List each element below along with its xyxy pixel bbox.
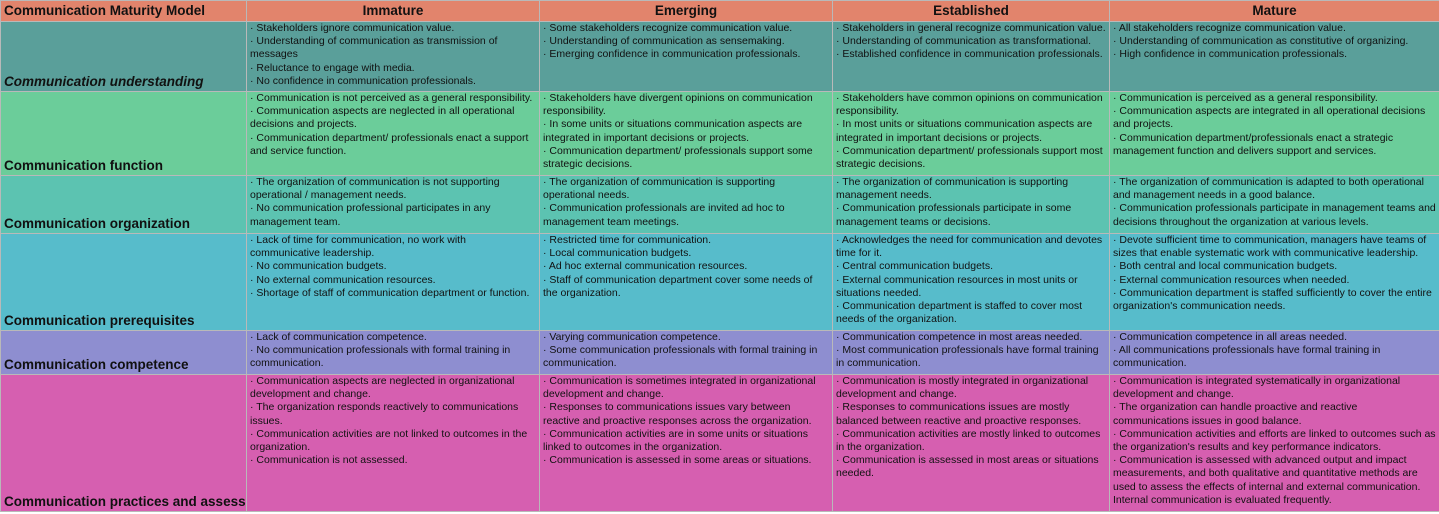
cell-bullet: · Central communication budgets. [836,260,993,273]
cell-bullet: · The organization can handle proactive and reactive communications issues in good balance. [1113,401,1358,427]
cell-bullet: · No communication budgets. [250,260,387,273]
cell-bullet: · Stakeholders have divergent opinions on communication responsibility. [543,92,813,118]
cell-bullet: · Emerging confidence in communication professionals. [543,48,801,61]
cell-bullet: · Communication professionals are invited ad hoc to management team meetings. [543,202,785,228]
cell-bullet: · In some units or situations communication aspects are integrated in important decisions or projects. [543,118,803,144]
cell-bullet: · Local communication budgets. [543,247,692,260]
cell-bullet: · All communications professionals have formal training in communication. [1113,344,1381,370]
cell-bullet: · Communication is mostly integrated in organizational development and change. [836,375,1089,401]
cell-bullet: · Understanding of communication as sensemaking. [543,35,785,48]
cell-bullet: · Communication is not perceived as a general responsibility. [250,92,533,104]
cell-bullet: · Communication competence in all areas needed. [1113,331,1348,343]
row-header-competence[interactable]: Communication competence [1,331,247,375]
cell-bullet: · Communication department/ professionals support most strategic decisions. [836,144,1103,171]
cell-bullet: · Some stakeholders recognize communication value. [543,22,793,34]
cell-bullet: · No communication professional participates in any management team. [250,202,491,228]
table-row-practices [1,375,1439,512]
cell-function-immature[interactable] [247,92,540,176]
cell-bullet: · The organization responds reactively to communications issues. [250,401,519,427]
cell-bullet: · Ad hoc external communication resources. [543,260,748,273]
cell-bullet: · Lack of communication competence. [250,331,427,343]
cell-bullet: · Understanding of communication as constitutive of organizing. [1113,35,1409,48]
cell-bullet: · Stakeholders in general recognize communication value. [836,22,1106,34]
cell-bullet: · Communication activities are not linked to outcomes in the organization. [250,427,528,454]
cell-prerequisites-immature[interactable] [247,234,540,331]
cell-bullet: · Communication professionals participate in some management teams or decisions. [836,202,1072,228]
cell-bullet: · Responses to communications issues vary between reactive and proactive responses across the organization. [543,401,812,427]
cell-bullet: · The organization of communication is supporting management needs. [836,176,1069,202]
cell-organization-immature[interactable] [247,176,540,234]
cell-bullet: · Acknowledges the need for communication and devotes time for it. [836,234,1103,260]
cell-bullet: · Communication aspects are neglected in all operational decisions and projects. [250,105,515,131]
cell-bullet: · No communication professionals with formal training in communication. [250,344,511,370]
row-header-practices[interactable]: Communication practices and assess [1,375,247,512]
cell-bullet: · Communication is perceived as a general responsibility. [1113,92,1378,104]
cell-bullet: · Communication competence in most areas needed. [836,331,1083,343]
cell-bullet: · Varying communication competence. [543,331,721,343]
cell-bullet: · Communication department/ professionals support some strategic decisions. [543,144,813,171]
cell-competence-immature[interactable] [247,331,540,375]
table-row-function [1,92,1439,176]
cell-bullet: · Stakeholders have common opinions on communication responsibility. [836,92,1103,118]
row-header-prerequisites[interactable]: Communication prerequisites [1,234,247,331]
table-row-organization [1,176,1439,234]
cell-bullet: · Communication activities and efforts are linked to outcomes such as the organization's results and key performance indicators. [1113,427,1436,454]
cell-bullet: · The organization of communication is supporting operational needs. [543,176,776,202]
cell-bullet: · Communication is assessed in some areas or situations. [543,454,812,467]
cell-bullet: · Communication activities are in some units or situations linked to outcomes in the organization. [543,427,808,454]
cell-bullet: · Stakeholders ignore communication value. [250,22,455,34]
cell-bullet: · Understanding of communication as transmission of messages [250,35,498,61]
column-header-emerging[interactable]: Emerging [540,1,833,22]
cell-bullet: · No confidence in communication professionals. [250,74,476,87]
cell-understanding-established[interactable] [833,22,1110,92]
cell-bullet: · Responses to communications issues are mostly balanced between reactive and proactive responses. [836,401,1082,427]
cell-function-emerging[interactable] [540,92,833,176]
cell-bullet: · The organization of communication is adapted to both operational and management needs in a good balance. [1113,176,1424,202]
corner-header[interactable]: Communication Maturity Model [1,1,247,22]
cell-bullet: · Established confidence in communication professionals. [836,48,1103,61]
cell-practices-mature[interactable] [1110,375,1439,512]
cell-bullet: · External communication resources in most units or situations needed. [836,273,1078,299]
cell-competence-emerging[interactable] [540,331,833,375]
cell-understanding-emerging[interactable] [540,22,833,92]
cell-bullet: · Communication professionals participate in management teams and decisions throughout the organization at various levels. [1113,202,1436,228]
cell-organization-established[interactable] [833,176,1110,234]
cell-prerequisites-mature[interactable] [1110,234,1439,331]
table-row-prerequisites [1,234,1439,331]
cell-organization-mature[interactable] [1110,176,1439,234]
cell-understanding-immature[interactable] [247,22,540,92]
cell-bullet: · Communication is integrated systematically in organizational development and change. [1113,375,1401,401]
cell-function-mature[interactable] [1110,92,1439,176]
cell-bullet: · Communication is assessed with advanced output and impact measurements, and both qualitative and quantitative methods are used to assess the effects of internal and external communication. Internal communication is evaluated frequently. [1113,454,1421,506]
cell-bullet: · Communication aspects are integrated in all operational decisions and projects. [1113,105,1426,131]
cell-bullet: · No external communication resources. [250,273,436,286]
cell-bullet: · In most units or situations communication aspects are integrated in important decisions or projects. [836,118,1093,144]
header-row [1,1,1439,22]
cell-bullet: · Communication is not assessed. [250,454,408,467]
table-row-competence [1,331,1439,375]
cell-bullet: · Communication aspects are neglected in organizational development and change. [250,375,515,401]
cell-bullet: · Communication department/ professionals enact a support and service function. [250,131,529,157]
row-header-function[interactable]: Communication function [1,92,247,176]
cell-bullet: · Most communication professionals have formal training in communication. [836,344,1099,370]
cell-bullet: · High confidence in communication professionals. [1113,48,1348,61]
cell-bullet: · Reluctance to engage with media. [250,61,415,74]
column-header-mature[interactable]: Mature [1110,1,1439,22]
cell-bullet: · Both central and local communication budgets. [1113,260,1338,273]
cell-prerequisites-established[interactable] [833,234,1110,331]
cell-bullet: · Understanding of communication as transformational. [836,35,1092,48]
cell-bullet: · Shortage of staff of communication department or function. [250,286,530,299]
cell-practices-established[interactable] [833,375,1110,512]
cell-bullet: · External communication resources when needed. [1113,273,1350,286]
column-header-immature[interactable]: Immature [247,1,540,22]
row-header-understanding[interactable]: Communication understanding [1,22,247,92]
cell-bullet: · All stakeholders recognize communication value. [1113,22,1346,34]
cell-bullet: · The organization of communication is not supporting operational / management needs. [250,176,500,202]
cell-bullet: · Communication activities are mostly linked to outcomes in the organization. [836,427,1101,454]
column-header-established[interactable]: Established [833,1,1110,22]
cell-competence-established[interactable] [833,331,1110,375]
cell-bullet: · Restricted time for communication. [543,234,712,246]
cell-bullet: · Communication department/professionals enact a strategic management function and delivers support and services. [1113,131,1394,157]
table-row-understanding [1,22,1439,92]
cell-bullet: · Devote sufficient time to communication, managers have teams of sizes that enable systematic work with communicative leadership. [1113,234,1427,260]
cell-practices-immature[interactable] [247,375,540,512]
cell-bullet: · Lack of time for communication, no work with communicative leadership. [250,234,466,260]
cell-bullet: · Communication department is staffed to cover most needs of the organization. [836,300,1083,326]
cell-bullet: · Communication is assessed in most areas or situations needed. [836,454,1099,480]
cell-practices-emerging[interactable] [540,375,833,512]
cell-bullet: · Staff of communication department cover some needs of the organization. [543,273,813,299]
cell-bullet: · Communication department is staffed sufficiently to cover the entire organization's communication needs. [1113,286,1432,313]
row-header-organization[interactable]: Communication organization [1,176,247,234]
cell-organization-emerging[interactable] [540,176,833,234]
cell-bullet: · Some communication professionals with formal training in communication. [543,344,818,370]
cell-function-established[interactable] [833,92,1110,176]
cell-understanding-mature[interactable] [1110,22,1439,92]
cell-prerequisites-emerging[interactable] [540,234,833,331]
cell-competence-mature[interactable] [1110,331,1439,375]
cell-bullet: · Communication is sometimes integrated in organizational development and change. [543,375,816,401]
